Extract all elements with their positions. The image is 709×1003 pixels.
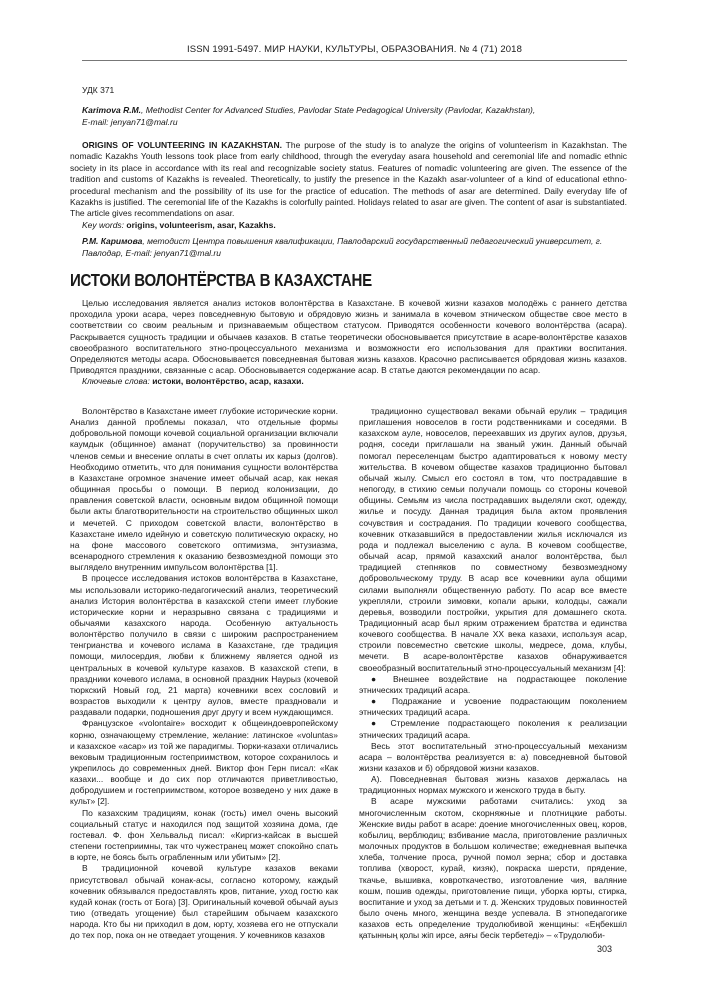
keywords-ru-label: Ключевые слова: <box>82 376 150 387</box>
abstract-en-text: The purpose of the study is to analyze the origins of volunteerism in Kazakhstan. The nomadic Kazakhs Youth lessons took place from early childhood, through the everyday asara household and ceremonial life and nomadic ethnic society in its place in accordance with its real and recognizable society status. Features of nomadic volunteering are given. The essence of the tradition and customs of Kazakhs is revealed. Theoretically, to justify the presence in the Kazakh asar-volunteer of a kind of educational ethno-procedural mechanism and the possibility of its use for the practice of education. The methods of asar are determined. Daily everyday life of Kazakhs is justified. The ceremonial life of the Kazakhs is colorfully painted. Holidays related to asar are given. The content of asar is substantiated. The article gives recommendations on asar. <box>70 140 627 219</box>
keywords-ru: истоки, волонтёрство, асар, казахи. <box>149 376 304 387</box>
abstract-ru <box>70 298 627 388</box>
header-rule <box>82 60 627 61</box>
abstract-en-title: ORIGINS OF VOLUNTEERING IN KAZAKHSTAN. <box>82 140 282 150</box>
paragraph: Волонтёрство в Казахстане имеет глубокие исторические корни. Анализ данной проблемы показал, что отдельные формы добровольной помощи кочевой социальной организации включали каумдык (общинное) аманат (поручительство) за провинности членов семьи и внесение оплаты в счет оплаты их карыз (долгов). Необходимо отметить, что для понимания сущности волонтёрства в Казахстане огромное значение имеет обычай асар, как некая общинная просьбы о помощи. В период колонизации, до правления советской власти, основным видом общинной помощи были акты благотворительности на строительство общинных школ и мечетей. С приходом советской власти, волонтёрство в Казахстане имело идейную и советскую политическую окраску, но на фоне массового советского оптимизма, энтузиазма, всенародного стремления к оказанию безвозмездной помощи это выглядело внутренним импульсом волонтёрства [1]. <box>70 406 338 573</box>
author-name-ru: Р.М. Каримова <box>82 236 143 246</box>
author-email-en: E-mail: jenyan71@mal.ru <box>82 116 178 127</box>
keywords-en-label: Key words: <box>82 219 125 230</box>
abstract-ru-text: Целью исследования является анализ истоков волонтёрства в Казахстане. В кочевой жизни казахов молодёжь с раннего детства проходила уроки асара, через повседневную бытовую и обрядовую жизнь и занимала в кочевом этническом обществе свое место в соответствии со своим реальным и признаваемым обществом статусом. Приводятся особенности кочевого волонтёрства (асара). Раскрывается сущность традиции и обычаев казахов. В статье теоретически обосновывается присутствие в асаре-волонтёрстве казахов своеобразного воспитательного этно-процессуального механизма и возможности его использования для практики воспитания. Определяются методы асара. Обосновывается повседневная бытовая жизнь казахов. Красочно расписывается обрядовая жизнь казахов. Приводятся праздники, связанные с асар. Обосновывается содержание асар. В статье даются рекомендации по асар. <box>70 298 627 376</box>
paragraph: В традиционной кочевой культуре казахов веками присутствовал обычай конак-асы, согласно которому, каждый кочевник обязывался предоставлять кров, питание, уход гостю как кудай конак (гость от Бога) [3]. Оригинальный кочевой обычай ауыз тию (отведать угощение) был старейшим обычаем казахского народа. Кто бы ни приходил в дом, юрту, хозяева его не отпускали до тех пор, пока он не отведает угощения. У кочевников казахов <box>70 863 338 941</box>
bullet-item: ● Стремление подрастающего поколения к реализации этнических традиций асара. <box>359 718 627 740</box>
keywords-en: origins, volunteerism, asar, Kazakhs. <box>124 219 276 230</box>
paragraph: Французское «volontaire» восходит к общеиндоевропейскому корню, означающему стремление, желание: латинское «voluntas» и казахское «асар» из той же парадигмы. Тюрки-казахи отличались вековым традиционным гостеприимством, которое сохранилось и укрепилось до современных дней. Виктор фон Герн писал: «Как казахи... вообще и до сих пор отличаются приветливостью, добродушием и гостеприимством, которое возведено у них даже в культ» [2]. <box>70 718 338 807</box>
abstract-en <box>70 140 627 231</box>
author-affiliation-ru: , методист Центра повышения квалификации, Павлодарский государственный педагогический университет, г. Павлодар, E-mail: jenyan71@mal.ru <box>82 236 603 258</box>
article-title: ИСТОКИ ВОЛОНТЁРСТВА В КАЗАХСТАНЕ <box>70 270 372 290</box>
running-head: ISSN 1991-5497. МИР НАУКИ, КУЛЬТУРЫ, ОБРАЗОВАНИЯ. № 4 (71) 2018 <box>187 44 522 55</box>
paragraph: традиционно существовал веками обычай ерулик – традиция приглашения новоселов в гости родственниками и соседями. В казахском ауле, новоселов, переехавших из других аулов, друзья, родня, соседи приглашали на званый ужин. Данный обычай помогал переселенцам быстро адаптироваться к новому месту жительства. В кочевом обществе казахов традиционно бытовал обычай жылу. Смысл его состоял в том, что пострадавшие в непогоду, в стихию семьи получали помощь со стороны кочевой общины. Семьям из числа пострадавших выделяли скот, одежду, жилье и посуду. Данная традиция была актом проявления сочувствия и сострадания. По традиции кочевого сообщества, кочевник отказавшийся в предоставлении жилья исключался из рода и подлежал выселению с аула. В кочевом сообществе, обычай асар, прямой казахский аналог волонтёрства, был традицией степняков по совместному безвозмездному добровольческому труду. В асар все кочевники аула общими силами выполняли общественную работу. По асар все вместе укрепляли, строили зимовки, копали арыки, колодцы, сажали деревья, возводили постройки, укрытия для домашнего скота. Традиционный асар был ярким отражением братства и единства кочевого сообщества. В начале XX века казахи, используя асар, строили повсеместно светские школы, медресе, дома, клубы, мечети. В асаре-волонтёрстве казахов обнаруживается своеобразный воспитательный этно-процессуальный механизм [4]: <box>359 406 627 673</box>
author-affiliation-en: , Methodist Center for Advanced Studies, Pavlodar State Pedagogical University (Pavlodar, Kazakhstan), <box>141 105 536 115</box>
author-block-en <box>82 105 627 128</box>
page-number: 303 <box>597 944 613 954</box>
paragraph: Весь этот воспитательный этно-процессуальный механизм асара – волонтёрства реализуется в: а) повседневной бытовой жизни казахов и б) обрядовой жизни казахов. <box>359 740 627 773</box>
body-column-right <box>359 406 627 942</box>
author-block-ru <box>82 236 627 259</box>
paragraph: А). Повседневная бытовая жизнь казахов держалась на традиционных нормах мужского и женского труда в быту. <box>359 774 627 796</box>
paragraph: В асаре мужскими работами считались: уход за многочисленным скотом, скорняжные и плотницкие работы. Женские виды работ в асаре: доение многочисленных овец, коров, кобылиц, верблюдиц; взбивание масла, приготовление различных молочных продуктов в большом количестве; ежедневная выпечка хлеба, толчение проса, ручной помол зерна; сбор и доставка топлива (хворост, курай, кизяк), покраска шерсти, прядение, ткачье, вышивка, ковроткачество, изготовление чия, валяние кошм, пошив одежды, приготовление пищи, уборка юрты, стирка, воспитание и уход за детьми и т. д. Женских трудовых повинностей было очень много, женщина везде успевала. В этнопедагогике казахов есть определение трудолюбивой женщины: «Еңбекшіл қатынның қолы жіп ирсе, аяғы бесік тербетеді» – «Трудолюби- <box>359 796 627 941</box>
bullet-item: ● Подражание и усвоение подрастающим поколением этнических традиций асара. <box>359 696 627 718</box>
udk-code: УДК 371 <box>82 85 115 95</box>
bullet-item: ● Внешнее воздействие на подрастающее поколение этнических традиций асара. <box>359 673 627 695</box>
paragraph: По казахским традициям, конак (гость) имел очень высокий социальный статус и находился под защитой хозяина дома, где гостевал. Ф. фон Хельвальд писал: «Киргиз-кайсак в высшей степени гостеприимны, так что чужестранец может спокойно спать в юрте, не боясь быть ограбленным или убитым» [2]. <box>70 807 338 863</box>
paragraph: В процессе исследования истоков волонтёрства в Казахстане, мы использовали историко-педагогический анализ, теоретический анализ История волонтёрства в казахской степи имеет глубокие исторические корни и неразрывно связана с традициями и обычаями казахского народа. Особенную актуальность волонтёрство получило в связи с широким распространением тенгрианства и кочевого ислама в Казахстане, где традиция помощи, милосердия, любви к ближнему является одной из центральных в кочевой культуре казахов. В казахской степи, в праздники кочевого ислама, в основной праздник Наурыз (кочевой тюркский Новый год, 21 марта) кочевники всех сословий и возрастов выходили к центру аулов, вместе праздновали и раздавали подарки, подношения друг другу и всем нуждающимся. <box>70 573 338 718</box>
body-column-left <box>70 406 338 942</box>
author-name-en: Karimova R.M. <box>82 105 142 115</box>
